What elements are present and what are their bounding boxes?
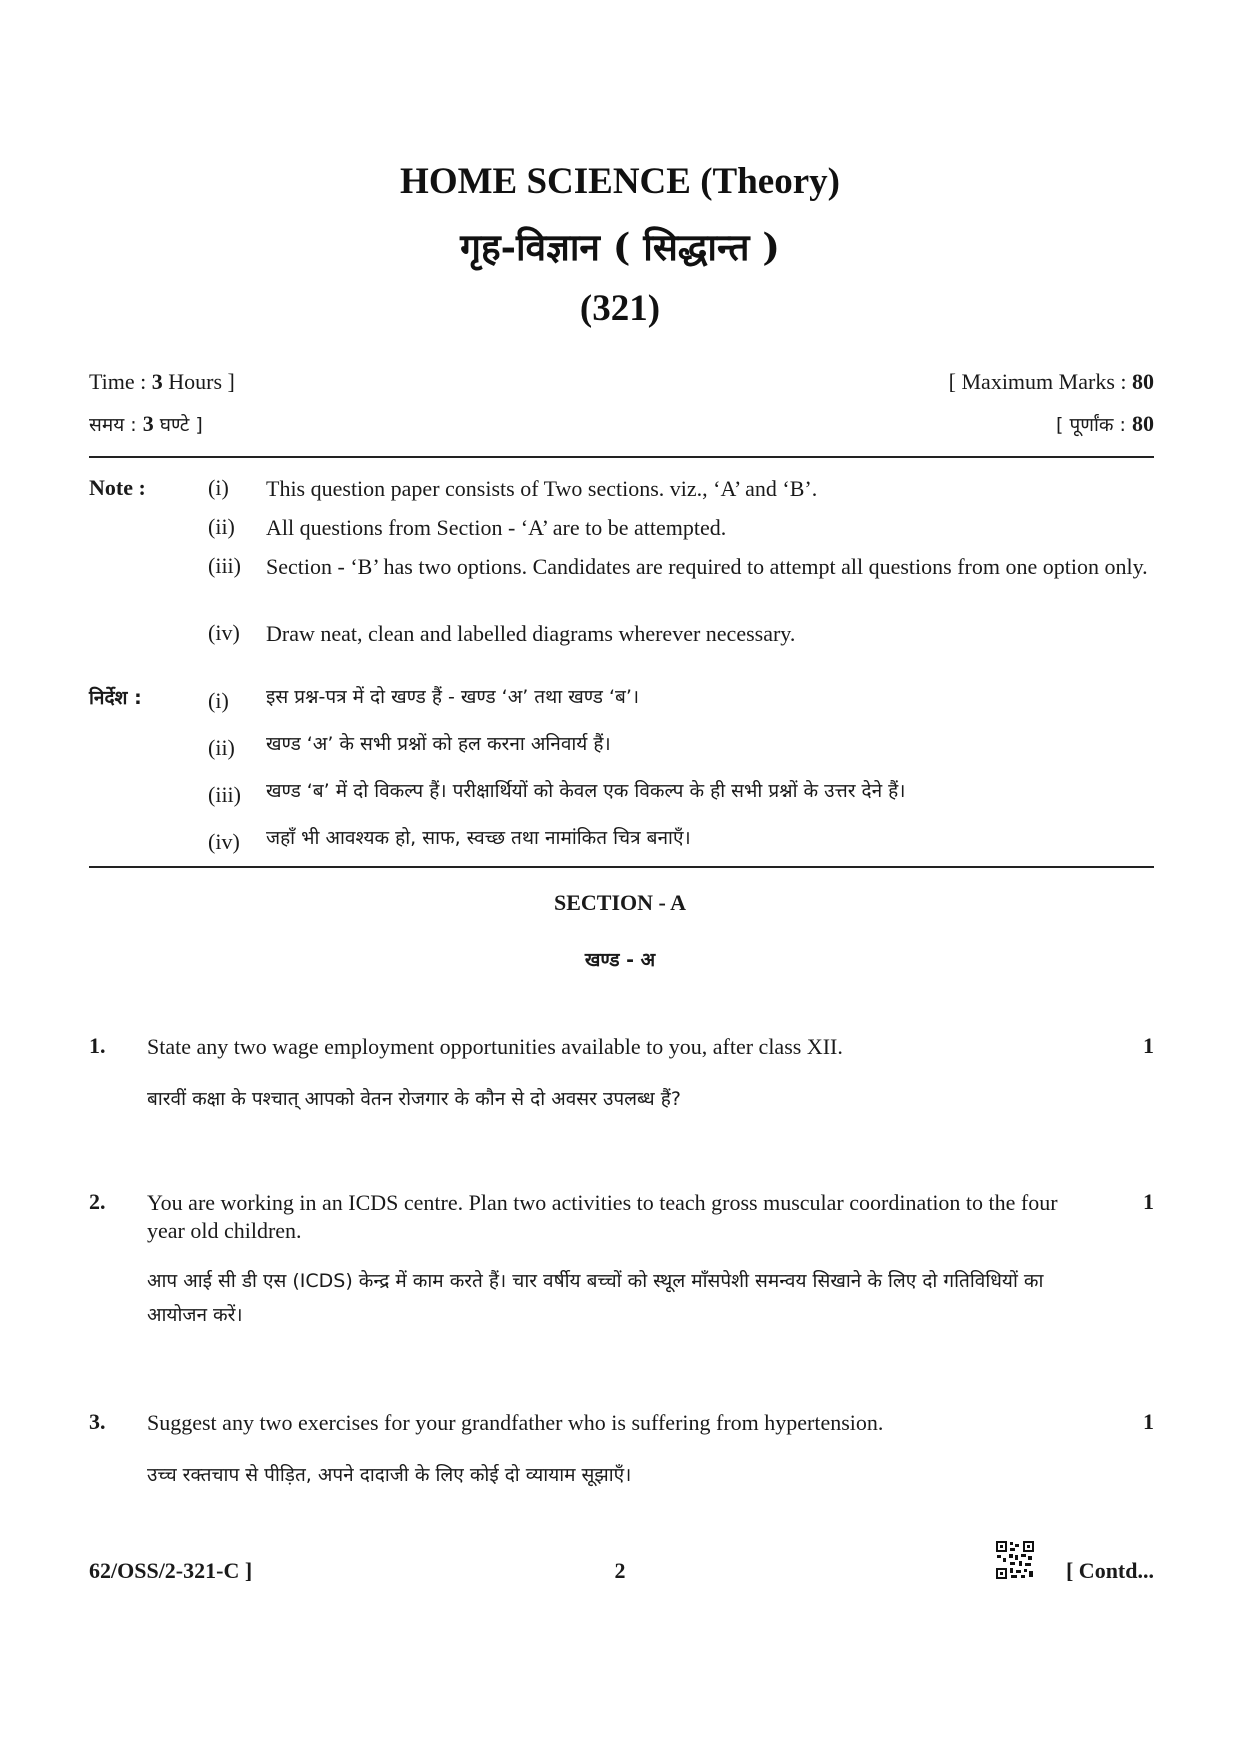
question-marks: 1 bbox=[1143, 1189, 1154, 1214]
section-title-hindi: खण्ड - अ bbox=[584, 949, 656, 971]
question-marks: 1 bbox=[1143, 1409, 1154, 1434]
time-english: Time : 3 Hours ] bbox=[89, 369, 235, 394]
page-number: 2 bbox=[614, 1558, 626, 1583]
note-label-english: Note : bbox=[89, 475, 146, 500]
divider-top bbox=[89, 456, 1154, 458]
note-text: All questions from Section - ‘A’ are to be attempted. bbox=[266, 515, 727, 540]
note-text: This question paper consists of Two sections. viz., ‘A’ and ‘B’. bbox=[266, 476, 818, 501]
question-marks: 1 bbox=[1143, 1033, 1154, 1058]
question-number: 2. bbox=[89, 1189, 106, 1214]
question-number: 3. bbox=[89, 1409, 106, 1434]
footer-paper-code: 62/OSS/2-321-C ] bbox=[89, 1558, 253, 1583]
note-text: Draw neat, clean and labelled diagrams wherever necessary. bbox=[266, 621, 796, 646]
qr-code-icon bbox=[995, 1540, 1035, 1580]
question-text-english: State any two wage employment opportunities available to you, after class XII. bbox=[147, 1034, 843, 1059]
max-marks-english: [ Maximum Marks : 80 bbox=[948, 369, 1154, 394]
note-num: (iv) bbox=[208, 829, 240, 854]
question-number: 1. bbox=[89, 1033, 106, 1058]
question-text-english: You are working in an ICDS centre. Plan two activities to teach gross muscular coordination to the four year old children. bbox=[147, 1190, 1058, 1243]
note-num: (ii) bbox=[208, 735, 235, 760]
divider-notes bbox=[89, 866, 1154, 868]
time-hindi: समय : 3 घण्टे ] bbox=[89, 411, 203, 436]
note-num: (iii) bbox=[208, 553, 241, 578]
question-text-english: Suggest any two exercises for your grandfather who is suffering from hypertension. bbox=[147, 1410, 884, 1435]
continued-label: [ Contd... bbox=[1065, 1558, 1154, 1583]
note-text-hindi: खण्ड ‘ब’ में दो विकल्प हैं। परीक्षार्थियों को केवल एक विकल्प के ही सभी प्रश्नों के उत्तर देने हैं। bbox=[266, 780, 906, 802]
max-marks-hindi: [ पूर्णांक : 80 bbox=[1056, 411, 1154, 436]
paper-code: (321) bbox=[579, 288, 661, 329]
note-label-hindi: निर्देश : bbox=[89, 687, 142, 709]
paper-title-hindi: गृह-विज्ञान ( सिद्धान्त ) bbox=[460, 225, 780, 269]
question-text-hindi: आप आई सी डी एस (ICDS) केन्द्र में काम करते हैं। चार वर्षीय बच्चों को स्थूल माँसपेशी समन्वय सिखाने के लिए दो गतिविधियों का आयोजन करें। bbox=[147, 1270, 1044, 1326]
question-text-hindi: उच्च रक्तचाप से पीड़ित, अपने दादाजी के लिए कोई दो व्यायाम सूझाएँ। bbox=[147, 1464, 632, 1486]
note-text-hindi: खण्ड ‘अ’ के सभी प्रश्नों को हल करना अनिवार्य हैं। bbox=[266, 733, 611, 755]
paper-title-english: HOME SCIENCE (Theory) bbox=[400, 161, 840, 202]
note-num: (i) bbox=[208, 688, 229, 713]
note-text-hindi: जहाँ भी आवश्यक हो, साफ, स्वच्छ तथा नामांकित चित्र बनाएँ। bbox=[266, 827, 691, 849]
note-text-hindi: इस प्रश्न-पत्र में दो खण्ड हैं - खण्ड ‘अ’ तथा खण्ड ‘ब’। bbox=[266, 686, 640, 708]
note-num: (iii) bbox=[208, 782, 241, 807]
question-text-hindi: बारवीं कक्षा के पश्चात् आपको वेतन रोजगार के कौन से दो अवसर उपलब्ध हैं? bbox=[147, 1088, 681, 1110]
note-num: (ii) bbox=[208, 514, 235, 539]
note-text: Section - ‘B’ has two options. Candidates are required to attempt all questions from one option only. bbox=[266, 554, 1148, 579]
note-num: (i) bbox=[208, 475, 229, 500]
note-num: (iv) bbox=[208, 620, 240, 645]
section-title-english: SECTION - A bbox=[553, 890, 687, 915]
